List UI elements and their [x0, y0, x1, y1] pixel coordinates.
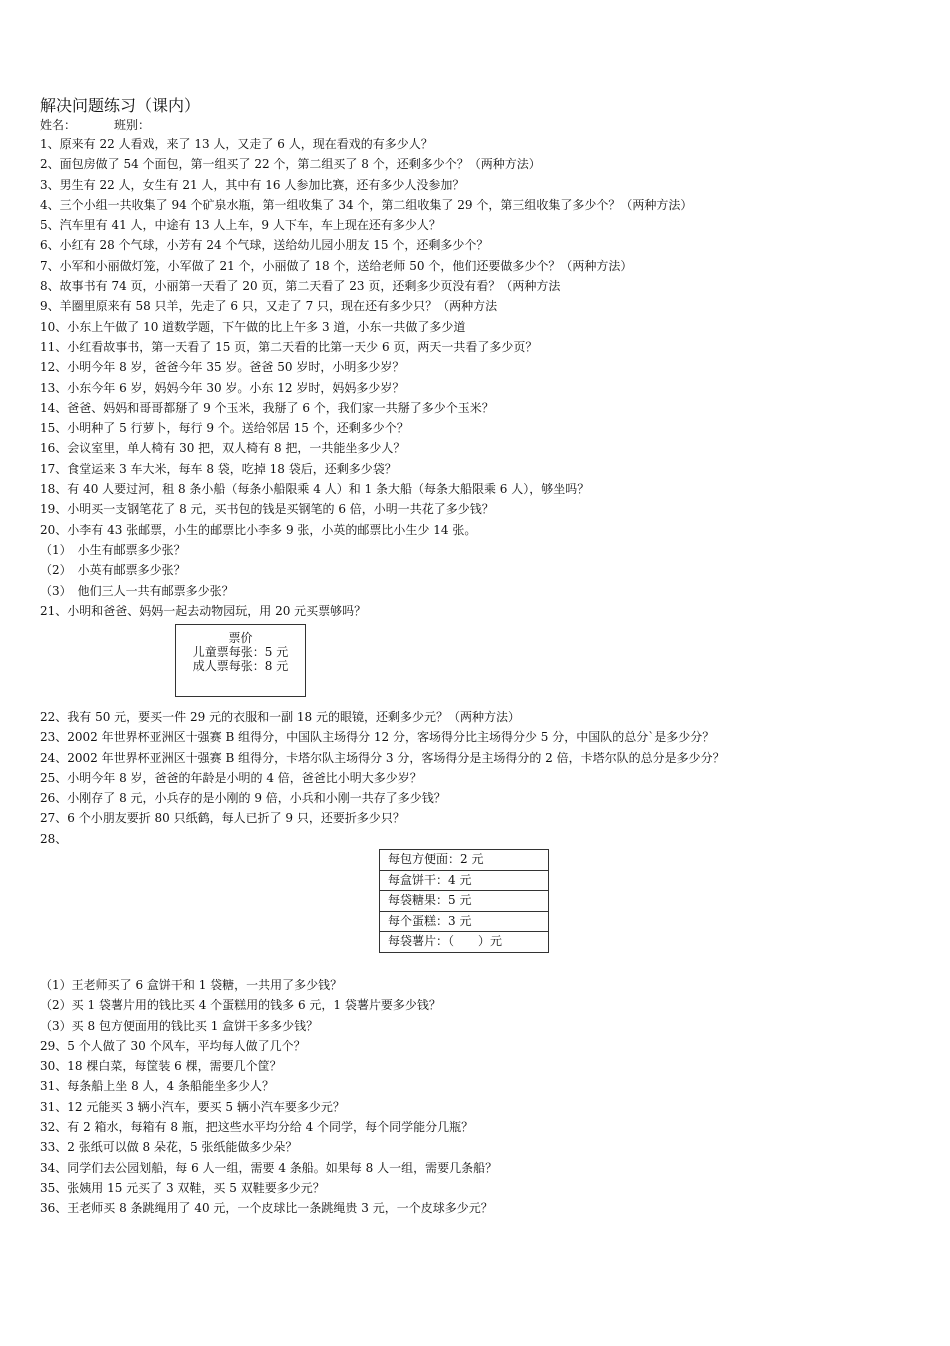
page-title: 解决问题练习（课内） [40, 96, 201, 115]
price-cell: 每盒饼干：4 元 [380, 870, 549, 891]
question-line: 5、汽车里有 41 人，中途有 13 人上车，9 人下车，车上现在还有多少人？ [40, 218, 441, 233]
question-line: 12、小明今年 8 岁，爸爸今年 35 岁。爸爸 50 岁时，小明多少岁？ [40, 360, 405, 375]
question-list-part2 [40, 707, 920, 849]
question-line: 18、有 40 人要过河，租 8 条小船（每条小船限乘 4 人）和 1 条大船（每条大船限乘 6 人），够坐吗？ [40, 482, 590, 497]
price-cell: 每袋糖果：5 元 [380, 891, 549, 912]
question-line: 34、同学们去公园划船，每 6 人一组，需要 4 条船。如果每 8 人一组，需要几条船？ [40, 1160, 498, 1175]
question-line: 20、小李有 43 张邮票，小生的邮票比小李多 9 张，小英的邮票比小生少 14 张。 [40, 522, 477, 537]
question-line: 8、故事书有 74 页，小丽第一天看了 20 页，第二天看了 23 页，还剩多少页没有看？（两种方法 [40, 279, 561, 294]
question-line: 9、羊圈里原来有 58 只羊，先走了 6 只，又走了 7 只，现在还有多少只？（两种方法 [40, 299, 498, 314]
question-line: （2）买 1 袋薯片用的钱比买 4 个蛋糕用的钱多 6 元，1 袋薯片要多少钱？ [40, 998, 441, 1013]
question-line: 35、张姨用 15 元买了 3 双鞋，买 5 双鞋要多少元？ [40, 1180, 325, 1195]
ticket-adult-price: 成人票每张：8 元 [192, 659, 289, 673]
price-row [380, 870, 549, 891]
question-line: 27、6 个小朋友要折 80 只纸鹤，每人已折了 9 只，还要折多少只？ [40, 811, 405, 826]
price-row [380, 850, 549, 871]
question-list-part3 [40, 975, 920, 1219]
question-line: 25、小明今年 8 岁，爸爸的年龄是小明的 4 倍，爸爸比小明大多少岁？ [40, 770, 422, 785]
name-label: 姓名： [40, 118, 77, 132]
question-line: （2） 小英有邮票多少张？ [40, 563, 186, 578]
question-line: 16、会议室里，单人椅有 30 把，双人椅有 8 把，一共能坐多少人？ [40, 441, 406, 456]
price-row [380, 932, 549, 953]
question-line: 6、小红有 28 个气球，小芳有 24 个气球，送给幼儿园小朋友 15 个，还剩多少个？ [40, 238, 489, 253]
question-line: 10、小东上午做了 10 道数学题，下午做的比上午多 3 道，小东一共做了多少道 [40, 319, 466, 334]
question-line: 15、小明种了 5 行萝卜，每行 9 个。送给邻居 15 个，还剩多少个？ [40, 421, 409, 436]
price-cell: 每包方便面：2 元 [380, 850, 549, 871]
class-label: 班别： [114, 118, 151, 132]
question-line: （1） 小生有邮票多少张？ [40, 542, 186, 557]
price-cell: 每个蛋糕：3 元 [380, 911, 549, 932]
question-line: 36、王老师买 8 条跳绳用了 40 元，一个皮球比一条跳绳贵 3 元，一个皮球多少元？ [40, 1201, 493, 1216]
question-line: 23、2002 年世界杯亚洲区十强赛 B 组得分，中国队主场得分 12 分，客场得分比主场得分少 5 分，中国队的总分`是多少分？ [40, 730, 715, 745]
question-line: 21、小明和爸爸、妈妈一起去动物园玩，用 20 元买票够吗？ [40, 603, 367, 618]
question-line: （3） 他们三人一共有邮票多少张？ [40, 583, 234, 598]
question-list-part1 [40, 134, 920, 621]
ticket-heading: 票价 [228, 631, 253, 645]
question-line: 28、 [40, 831, 68, 846]
ticket-child-price: 儿童票每张：5 元 [192, 645, 289, 659]
question-line: 26、小刚存了 8 元，小兵存的是小刚的 9 倍，小兵和小刚一共存了多少钱？ [40, 791, 446, 806]
price-cell: 每袋薯片：（ ）元 [380, 932, 549, 953]
question-line: 19、小明买一支钢笔花了 8 元，买书包的钱是买钢笔的 6 倍，小明一共花了多少钱？ [40, 502, 494, 517]
question-line: 14、爸爸、妈妈和哥哥都掰了 9 个玉米，我掰了 6 个，我们家一共掰了多少个玉米？ [40, 400, 494, 415]
question-line: 7、小军和小丽做灯笼，小军做了 21 个，小丽做了 18 个，送给老师 50 个，他们还要做多少个？（两种方法） [40, 258, 633, 273]
question-line: 11、小红看故事书，第一天看了 15 页，第二天看的比第一天少 6 页，两天一共看了多少页？ [40, 339, 538, 354]
question-line: 3、男生有 22 人，女生有 21 人，其中有 16 人参加比赛，还有多少人没参加？ [40, 177, 465, 192]
student-info [40, 117, 920, 134]
question-line: （1）王老师买了 6 盒饼干和 1 袋糖，一共用了多少钱？ [40, 978, 343, 992]
question-line: 32、有 2 箱水，每箱有 8 瓶，把这些水平均分给 4 个同学，每个同学能分几瓶？ [40, 1120, 474, 1135]
question-line: 29、5 个人做了 30 个风车，平均每人做了几个？ [40, 1038, 306, 1053]
question-line: 1、原来有 22 人看戏，来了 13 人，又走了 6 人，现在看戏的有多少人？ [40, 137, 433, 151]
question-line: 24、2002 年世界杯亚洲区十强赛 B 组得分，卡塔尔队主场得分 3 分，客场得分是主场得分的 2 倍，卡塔尔队的总分是多少分？ [40, 750, 725, 765]
question-line: 33、2 张纸可以做 8 朵花，5 张纸能做多少朵？ [40, 1140, 298, 1155]
price-table [379, 849, 549, 953]
question-line: 31、每条船上坐 8 人，4 条船能坐多少人？ [40, 1079, 274, 1094]
question-line: 4、三个小组一共收集了 94 个矿泉水瓶，第一组收集了 34 个，第二组收集了 29 个，第三组收集了多少个？（两种方法） [40, 197, 693, 212]
question-line: 31、12 元能买 3 辆小汽车，要买 5 辆小汽车要多少元？ [40, 1099, 345, 1114]
question-line: 13、小东今年 6 岁，妈妈今年 30 岁。小东 12 岁时，妈妈多少岁？ [40, 380, 405, 395]
price-row [380, 911, 549, 932]
question-line: 30、18 棵白菜，每筐装 6 棵，需要几个筐？ [40, 1059, 282, 1074]
question-line: 17、食堂运来 3 车大米，每车 8 袋，吃掉 18 袋后，还剩多少袋？ [40, 461, 397, 476]
price-row [380, 891, 549, 912]
worksheet [40, 95, 920, 621]
ticket-price-box [175, 624, 306, 697]
question-line: （3）买 8 包方便面用的钱比买 1 盒饼干多多少钱？ [40, 1018, 319, 1033]
question-line: 22、我有 50 元，要买一件 29 元的衣服和一副 18 元的眼镜，还剩多少元？（两种方法） [40, 710, 520, 724]
question-line: 2、面包房做了 54 个面包，第一组买了 22 个，第二组买了 8 个，还剩多少个？（两种方法） [40, 157, 541, 172]
